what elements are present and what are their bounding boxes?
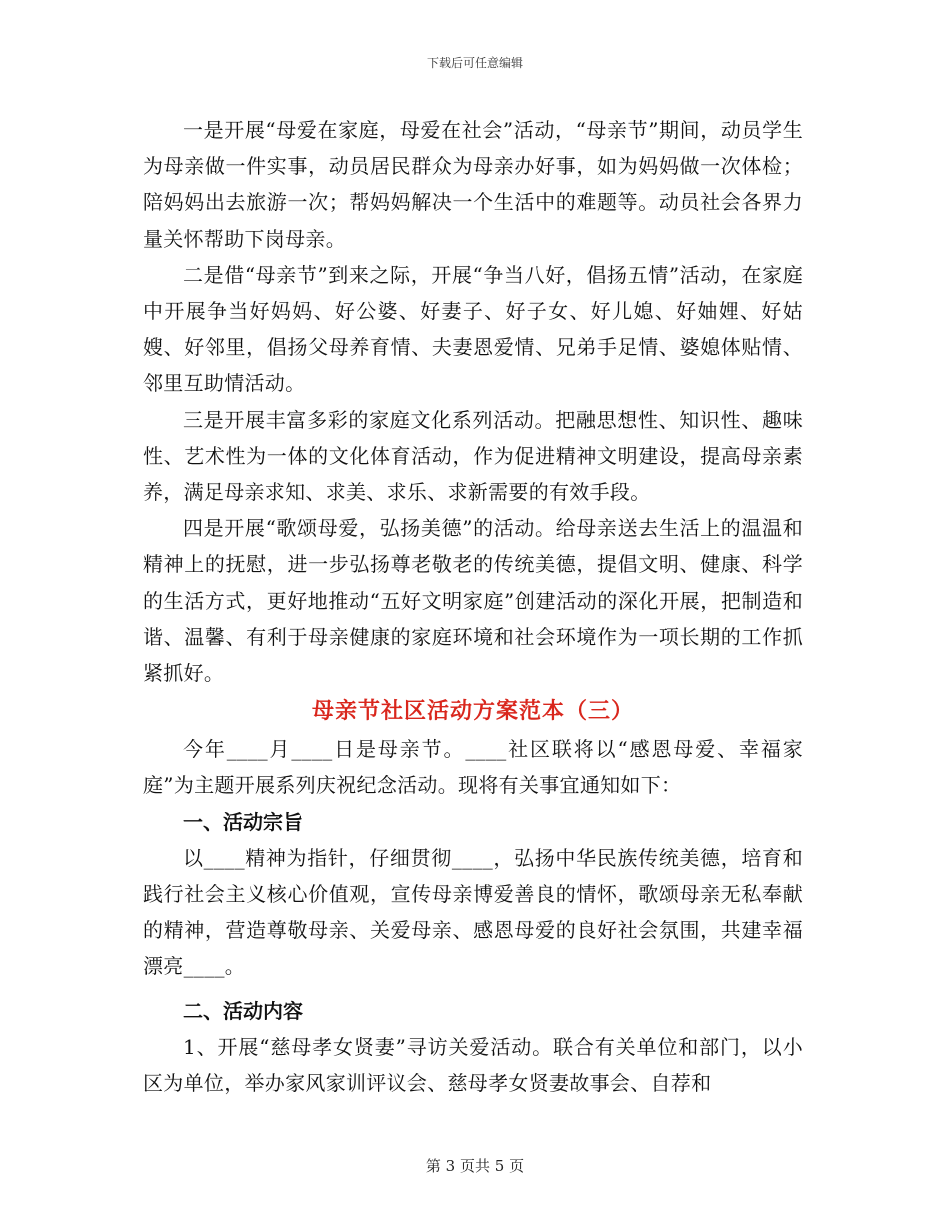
paragraph-activity-one: 一是开展“母爱在家庭，母爱在社会”活动，“母亲节”期间，动员学生为母亲做一件实事，动员居民群众为母亲办好事，如为妈妈做一次体检；陪妈妈出去旅游一次；帮妈妈解决一个生活中的难题等。动员社会各界力量关怀帮助下岗母亲。 [143,118,803,251]
spacer [143,985,803,993]
paragraph-activity-four: 四是开展“歌颂母爱，弘扬美德”的活动。给母亲送去生活上的温温和精神上的抚慰，进一步弘扬尊老敬老的传统美德，提倡文明、健康、科学的生活方式，更好地推动“五好文明家庭”创建活动的深化开展，把制造和谐、温馨、有利于母亲健康的家庭环境和社会环境作为一项长期的工作抓紧抓好。 [143,516,803,686]
page-number: 第 3 页共 5 页 [425,1157,525,1175]
paragraph-intro: 今年____月____日是母亲节。____社区联将以“感恩母爱、幸福家庭”为主题开展系列庆祝纪念活动。现将有关事宜通知如下： [143,737,803,798]
document-title: 母亲节社区活动方案范本（三） [311,698,634,725]
document-body [143,112,803,1101]
section-heading-purpose: 一、活动宗旨 [183,809,303,834]
paragraph-activity-two: 二是借“母亲节”到来之际，开展“争当八好，倡扬五情”活动，在家庭中开展争当好妈妈、好公婆、好妻子、好子女、好儿媳、好妯娌、好姑嫂、好邻里，倡扬父母养育情、夫妻恩爱情、兄弟手足情、婆媳体贴情、邻里互助情活动。 [143,262,803,396]
paragraph-purpose: 以____精神为指针，仔细贯彻____，弘扬中华民族传统美德，培育和践行社会主义核心价值观，宣传母亲博爱善良的情怀，歌颂母亲无私奉献的精神，营造尊敬母亲、关爱母亲、感恩母爱的良好社会氛围，共建幸福漂亮____。 [143,845,803,979]
paragraph-activity-three: 三是开展丰富多彩的家庭文化系列活动。把融思想性、知识性、趣味性、艺术性为一体的文化体育活动，作为促进精神文明建设，提高母亲素养，满足母亲求知、求美、求乐、求新需要的有效手段。 [143,407,803,505]
section-heading-content: 二、活动内容 [183,998,303,1023]
paragraph-content-item-one: 1、开展“慈母孝女贤妻”寻访关爱活动。联合有关单位和部门，以小区为单位，举办家风家训评议会、慈母孝女贤妻故事会、自荐和 [143,1034,803,1096]
header-note: 下载后可任意编辑 [426,56,523,70]
